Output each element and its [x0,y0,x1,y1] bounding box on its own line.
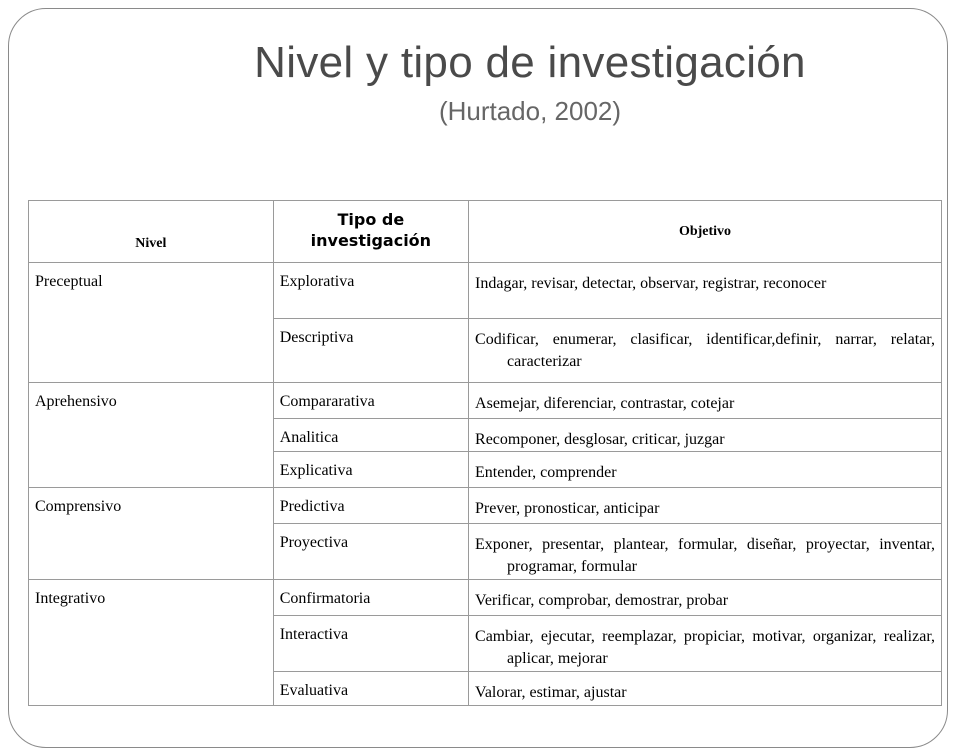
cell-tipo: Analitica [273,419,468,452]
cell-nivel [29,319,274,383]
research-table-container [28,200,942,706]
cell-objetivo-text: Recomponer, desglosar, criticar, juzgar [475,431,725,448]
header-nivel: Nivel [29,201,274,263]
cell-nivel: Comprensivo [29,488,274,524]
cell-objetivo [469,263,942,319]
cell-nivel [29,672,274,706]
cell-objetivo [469,452,942,488]
table-row [29,672,942,706]
table-row [29,616,942,672]
cell-objetivo-text: Exponer, presentar, plantear, formular, diseñar, proyectar, inventar, programar, formular [475,536,935,575]
cell-tipo: Evaluativa [273,672,468,706]
slide-subtitle: (Hurtado, 2002) [438,96,622,126]
table-row [29,580,942,616]
table-row [29,263,942,319]
cell-objetivo [469,672,942,706]
cell-tipo: Explorativa [273,263,468,319]
cell-tipo: Explicativa [273,452,468,488]
cell-nivel [29,524,274,580]
table-row [29,419,942,452]
table-header-row [29,201,942,263]
cell-objetivo [469,319,942,383]
cell-tipo: Interactiva [273,616,468,672]
cell-tipo: Predictiva [273,488,468,524]
cell-objetivo [469,419,942,452]
cell-nivel: Aprehensivo [29,383,274,419]
cell-objetivo [469,580,942,616]
cell-objetivo [469,524,942,580]
header-tipo: Tipo de investigación [273,201,468,263]
table-body [29,263,942,706]
cell-nivel: Preceptual [29,263,274,319]
cell-nivel [29,452,274,488]
cell-objetivo-text: Valorar, estimar, ajustar [475,684,627,701]
cell-objetivo [469,616,942,672]
cell-objetivo [469,383,942,419]
research-table [28,200,942,706]
cell-objetivo-text: Prever, pronosticar, anticipar [475,500,660,517]
cell-tipo: Confirmatoria [273,580,468,616]
table-row [29,383,942,419]
cell-nivel [29,419,274,452]
cell-objetivo-text: Verificar, comprobar, demostrar, probar [475,592,729,609]
cell-nivel [29,616,274,672]
cell-objetivo-text: Codificar, enumerar, clasificar, identificar,definir, narrar, relatar, caracterizar [475,331,935,370]
table-row [29,452,942,488]
cell-tipo: Descriptiva [273,319,468,383]
cell-tipo: Proyectiva [273,524,468,580]
header-objetivo: Objetivo [469,201,942,263]
table-row [29,524,942,580]
cell-objetivo-text: Indagar, revisar, detectar, observar, registrar, reconocer [475,275,827,292]
cell-nivel: Integrativo [29,580,274,616]
table-row [29,488,942,524]
slide-title: Nivel y tipo de investigación [254,38,806,87]
cell-objetivo [469,488,942,524]
cell-objetivo-text: Entender, comprender [475,464,617,481]
cell-objetivo-text: Cambiar, ejecutar, reemplazar, propiciar, motivar, organizar, realizar, aplicar, mejorar [475,628,935,667]
cell-objetivo-text: Asemejar, diferenciar, contrastar, cotejar [475,395,735,412]
table-row [29,319,942,383]
cell-tipo: Compararativa [273,383,468,419]
